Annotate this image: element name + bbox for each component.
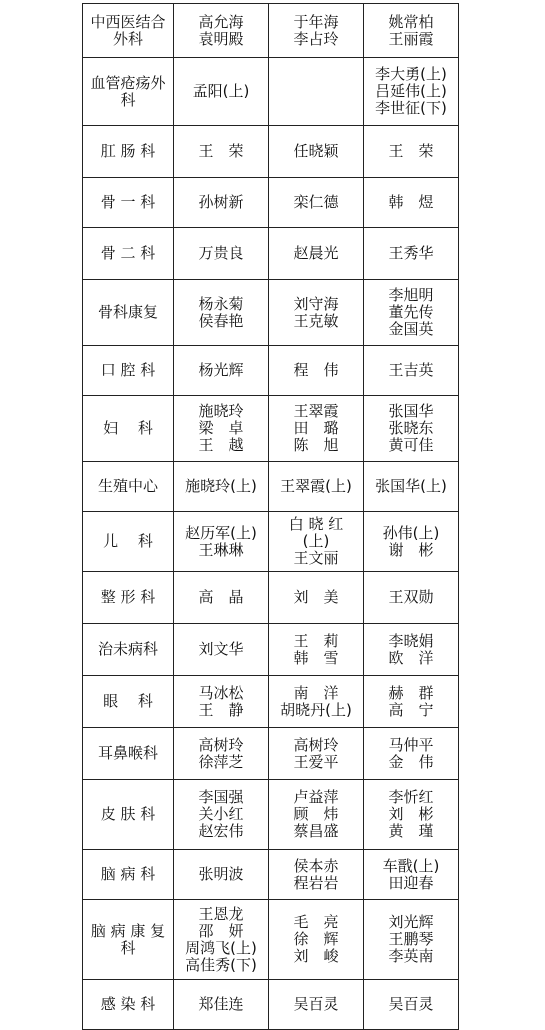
doctor-cell xyxy=(269,850,364,900)
doctor-name: 杨永菊 xyxy=(198,294,244,313)
doctor-name: 王 莉 xyxy=(293,631,339,650)
doctor-cell xyxy=(364,512,459,572)
doctor-cell xyxy=(174,178,269,228)
doctor-name: 韩 煜 xyxy=(388,193,434,211)
doctor-cell xyxy=(174,624,269,676)
doctor-name: 车戬(上) xyxy=(382,856,440,875)
table-row xyxy=(83,900,459,980)
doctor-name: 高允海 xyxy=(198,12,244,31)
doctor-name: 董先传 xyxy=(388,303,434,321)
doctor-cell xyxy=(174,280,269,346)
doctor-name: 高树玲 xyxy=(293,735,339,754)
department-name: 科 xyxy=(120,938,136,957)
doctor-name: 徐 辉 xyxy=(293,930,339,948)
doctor-name: 刘守海 xyxy=(293,294,339,313)
doctor-name: 田迎春 xyxy=(388,873,434,892)
doctor-name: 刘光辉 xyxy=(388,913,434,931)
doctor-name: 施晓玲 xyxy=(198,402,244,420)
doctor-cell xyxy=(174,346,269,396)
doctor-name: 顾 炜 xyxy=(293,805,339,823)
department-name: 耳鼻喉科 xyxy=(97,744,158,762)
doctor-cell xyxy=(174,676,269,728)
department-name: 口 腔 科 xyxy=(100,361,156,379)
department-cell xyxy=(83,572,174,624)
doctor-name: 王 荣 xyxy=(388,142,434,160)
doctor-name: 袁明殿 xyxy=(198,29,244,48)
doctor-name: 梁 卓 xyxy=(198,419,244,437)
doctor-name: 李英南 xyxy=(388,947,434,965)
doctor-cell xyxy=(174,4,269,58)
doctor-cell xyxy=(364,346,459,396)
doctor-cell xyxy=(364,624,459,676)
doctor-name: 杨光辉 xyxy=(198,361,244,379)
doctor-name: 王爱平 xyxy=(293,752,339,771)
department-name: 脑 病 康 复 xyxy=(90,921,166,940)
department-cell xyxy=(83,728,174,780)
doctor-name: 任晓颖 xyxy=(293,142,339,160)
table-row xyxy=(83,58,459,126)
doctor-cell xyxy=(364,900,459,980)
doctor-cell xyxy=(174,900,269,980)
doctor-name: 王琳琳 xyxy=(198,540,244,559)
doctor-cell xyxy=(269,396,364,462)
department-name: 儿 科 xyxy=(103,532,153,550)
department-name: 妇 科 xyxy=(103,419,153,437)
department-cell xyxy=(83,178,174,228)
doctor-name: 王 荣 xyxy=(198,142,244,160)
department-cell xyxy=(83,980,174,1030)
doctor-name: 黄可佳 xyxy=(388,436,434,454)
doctor-name: 周鸿飞(上) xyxy=(185,938,257,957)
doctor-name: 金国英 xyxy=(388,320,434,338)
doctor-cell xyxy=(174,728,269,780)
department-cell xyxy=(83,4,174,58)
doctor-name: 高佳秀(下) xyxy=(185,955,257,974)
doctor-name: 李世征(下) xyxy=(375,99,447,117)
doctor-cell xyxy=(364,676,459,728)
doctor-name: 侯本赤 xyxy=(293,856,339,875)
doctor-cell xyxy=(364,178,459,228)
doctor-name: 栾仁德 xyxy=(293,193,339,211)
doctor-name: 关小红 xyxy=(198,805,244,823)
duty-roster-table xyxy=(82,3,459,1030)
doctor-name: 王鹏琴 xyxy=(388,930,434,948)
department-name: 外科 xyxy=(112,29,143,48)
doctor-cell xyxy=(364,850,459,900)
doctor-cell xyxy=(364,396,459,462)
department-cell xyxy=(83,126,174,178)
table-row xyxy=(83,512,459,572)
doctor-cell xyxy=(364,126,459,178)
department-cell xyxy=(83,624,174,676)
doctor-name: 谢 彬 xyxy=(388,540,434,559)
doctor-cell xyxy=(174,396,269,462)
doctor-name: 王吉英 xyxy=(388,361,434,379)
doctor-cell xyxy=(269,900,364,980)
doctor-name: 侯春艳 xyxy=(198,311,244,330)
table-row xyxy=(83,228,459,280)
department-name: 肛 肠 科 xyxy=(100,142,156,160)
doctor-cell xyxy=(364,728,459,780)
department-cell xyxy=(83,58,174,126)
department-cell xyxy=(83,850,174,900)
doctor-cell xyxy=(269,676,364,728)
doctor-cell xyxy=(269,280,364,346)
department-name: 脑 病 科 xyxy=(100,865,156,883)
table-row xyxy=(83,780,459,850)
doctor-name: 陈 旭 xyxy=(293,436,339,454)
doctor-cell xyxy=(364,58,459,126)
doctor-cell xyxy=(364,4,459,58)
doctor-name: 李忻红 xyxy=(388,788,434,806)
doctor-name: 李大勇(上) xyxy=(375,65,447,83)
department-name: 科 xyxy=(120,90,136,109)
doctor-name: 王 静 xyxy=(198,700,244,719)
doctor-cell xyxy=(269,4,364,58)
doctor-cell xyxy=(364,462,459,512)
doctor-name: 刘 美 xyxy=(293,588,339,606)
department-cell xyxy=(83,228,174,280)
department-cell xyxy=(83,676,174,728)
doctor-name: 马仲平 xyxy=(388,735,434,754)
doctor-cell xyxy=(174,126,269,178)
department-cell xyxy=(83,512,174,572)
doctor-cell xyxy=(269,980,364,1030)
doctor-name: 卢益萍 xyxy=(293,788,339,806)
doctor-cell xyxy=(269,178,364,228)
doctor-cell xyxy=(269,728,364,780)
doctor-name: 王秀华 xyxy=(388,244,434,262)
doctor-name: 李国强 xyxy=(198,788,244,806)
doctor-name: 黄 瑾 xyxy=(388,822,434,840)
department-name: 治未病科 xyxy=(97,640,158,658)
doctor-name: 王克敏 xyxy=(293,311,339,330)
doctor-name: 张明波 xyxy=(198,865,244,883)
doctor-cell xyxy=(269,780,364,850)
table-row xyxy=(83,4,459,58)
doctor-name: 郑佳连 xyxy=(198,995,244,1013)
department-cell xyxy=(83,346,174,396)
doctor-name: 吴百灵 xyxy=(388,995,434,1013)
doctor-name: 赵历军(上) xyxy=(185,523,257,542)
doctor-name: 刘 彬 xyxy=(388,805,434,823)
doctor-cell xyxy=(364,980,459,1030)
doctor-name: 王双勋 xyxy=(388,588,434,606)
doctor-name: 孟阳(上) xyxy=(192,82,250,100)
doctor-cell xyxy=(174,512,269,572)
doctor-name: 徐萍芝 xyxy=(198,752,244,771)
doctor-name: 金 伟 xyxy=(388,752,434,771)
doctor-cell xyxy=(269,228,364,280)
department-name: 整 形 科 xyxy=(100,588,156,606)
doctor-cell xyxy=(174,980,269,1030)
doctor-name: 高树玲 xyxy=(198,735,244,754)
doctor-name: 赵宏伟 xyxy=(198,822,244,840)
doctor-name: 韩 雪 xyxy=(293,648,339,667)
table-row xyxy=(83,572,459,624)
doctor-name: 孙伟(上) xyxy=(382,523,440,542)
department-cell xyxy=(83,900,174,980)
doctor-name: 姚常柏 xyxy=(388,12,434,31)
doctor-name: 邵 妍 xyxy=(198,921,244,940)
doctor-name: 白 晓 红 xyxy=(288,515,344,533)
doctor-name: 刘文华 xyxy=(198,640,244,658)
department-name: 骨 二 科 xyxy=(100,244,156,262)
table-row xyxy=(83,980,459,1030)
department-cell xyxy=(83,462,174,512)
roster-body xyxy=(83,4,459,1030)
doctor-cell xyxy=(269,346,364,396)
doctor-name: 赫 群 xyxy=(388,683,434,702)
doctor-name: (上) xyxy=(302,532,330,550)
department-name: 眼 科 xyxy=(103,692,153,710)
doctor-name: 王翠霞(上) xyxy=(280,477,352,495)
doctor-cell xyxy=(269,58,364,126)
doctor-name: 高 晶 xyxy=(198,588,244,606)
table-row xyxy=(83,280,459,346)
doctor-cell xyxy=(269,512,364,572)
doctor-cell xyxy=(174,228,269,280)
doctor-cell xyxy=(364,228,459,280)
doctor-name: 赵晨光 xyxy=(293,244,339,262)
doctor-name: 施晓玲(上) xyxy=(185,477,257,495)
doctor-cell xyxy=(269,462,364,512)
department-cell xyxy=(83,780,174,850)
doctor-name: 张国华(上) xyxy=(375,477,447,495)
table-row xyxy=(83,850,459,900)
doctor-cell xyxy=(269,126,364,178)
doctor-name: 万贵良 xyxy=(198,244,244,262)
doctor-name: 王翠霞 xyxy=(293,402,339,420)
doctor-name: 马冰松 xyxy=(198,683,244,702)
table-row xyxy=(83,346,459,396)
table-row xyxy=(83,178,459,228)
department-name: 皮 肤 科 xyxy=(100,805,156,823)
doctor-cell xyxy=(174,780,269,850)
doctor-name: 王 越 xyxy=(198,436,244,454)
doctor-name: 蔡昌盛 xyxy=(293,822,339,840)
doctor-name: 李晓娟 xyxy=(388,631,434,650)
table-row xyxy=(83,462,459,512)
department-name: 血管疮疡外 xyxy=(90,73,166,92)
doctor-name: 李旭明 xyxy=(388,286,434,304)
doctor-cell xyxy=(364,280,459,346)
doctor-name: 孙树新 xyxy=(198,193,244,211)
doctor-name: 欧 洋 xyxy=(388,648,434,667)
doctor-cell xyxy=(174,572,269,624)
doctor-name: 张晓东 xyxy=(388,419,434,437)
doctor-name: 高 宁 xyxy=(388,700,434,719)
doctor-name: 胡晓丹(上) xyxy=(280,700,352,719)
doctor-cell xyxy=(269,572,364,624)
table-row xyxy=(83,396,459,462)
doctor-name: 王丽霞 xyxy=(388,29,434,48)
doctor-name: 王文丽 xyxy=(293,549,339,567)
doctor-name: 张国华 xyxy=(388,402,434,420)
doctor-name: 吴百灵 xyxy=(293,995,339,1013)
department-name: 骨 一 科 xyxy=(100,193,156,211)
doctor-name: 于年海 xyxy=(293,12,339,31)
doctor-cell xyxy=(174,58,269,126)
department-cell xyxy=(83,280,174,346)
doctor-name: 毛 亮 xyxy=(293,913,339,931)
doctor-name: 南 洋 xyxy=(293,683,339,702)
doctor-cell xyxy=(174,850,269,900)
doctor-name: 刘 峻 xyxy=(293,947,339,965)
doctor-cell xyxy=(364,572,459,624)
doctor-name: 田 璐 xyxy=(293,419,339,437)
doctor-name: 程 伟 xyxy=(293,361,339,379)
doctor-cell xyxy=(269,624,364,676)
department-name: 感 染 科 xyxy=(100,995,156,1013)
department-cell xyxy=(83,396,174,462)
department-name: 中西医结合 xyxy=(90,12,166,31)
doctor-name: 李占玲 xyxy=(293,29,339,48)
table-row xyxy=(83,624,459,676)
doctor-name: 王恩龙 xyxy=(198,904,244,923)
department-name: 生殖中心 xyxy=(97,477,158,495)
table-row xyxy=(83,728,459,780)
doctor-cell xyxy=(174,462,269,512)
doctor-cell xyxy=(364,780,459,850)
doctor-name: 程岩岩 xyxy=(293,873,339,892)
table-row xyxy=(83,126,459,178)
doctor-name: 吕延伟(上) xyxy=(375,82,447,100)
department-name: 骨科康复 xyxy=(97,303,158,321)
table-row xyxy=(83,676,459,728)
